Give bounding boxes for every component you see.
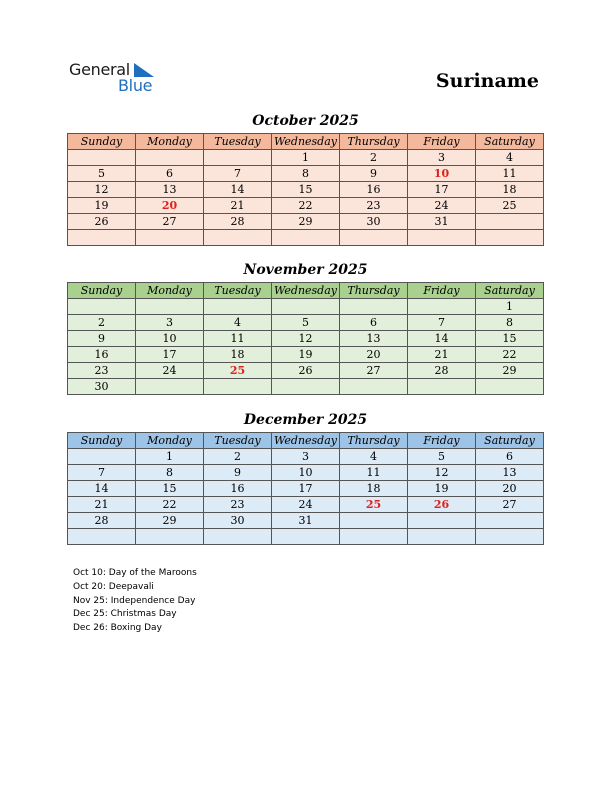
day-cell: 16: [204, 481, 272, 497]
day-cell: 26: [408, 497, 476, 513]
day-cell: 20: [340, 347, 408, 363]
weekday-header: Friday: [408, 433, 476, 449]
weekday-header: Tuesday: [204, 134, 272, 150]
day-cell: 19: [68, 198, 136, 214]
weekday-header: Sunday: [68, 283, 136, 299]
empty-day-cell: [204, 299, 272, 315]
day-cell: 21: [408, 347, 476, 363]
empty-day-cell: [136, 230, 204, 246]
week-row: [68, 230, 544, 246]
empty-day-cell: [476, 379, 544, 395]
day-cell: 18: [476, 182, 544, 198]
day-cell: 13: [340, 331, 408, 347]
empty-day-cell: [272, 299, 340, 315]
day-cell: 31: [408, 214, 476, 230]
day-cell: 16: [68, 347, 136, 363]
day-cell: 19: [272, 347, 340, 363]
month-title-dec: December 2025: [243, 412, 368, 428]
weekday-header: Monday: [136, 134, 204, 150]
day-cell: 9: [340, 166, 408, 182]
day-cell: 30: [340, 214, 408, 230]
week-row: [68, 347, 544, 363]
weekday-header: Saturday: [476, 134, 544, 150]
week-row: [68, 166, 544, 182]
day-cell: 9: [68, 331, 136, 347]
week-row: [68, 363, 544, 379]
day-cell: 23: [204, 497, 272, 513]
empty-day-cell: [68, 529, 136, 545]
day-cell: 24: [136, 363, 204, 379]
day-cell: 8: [136, 465, 204, 481]
day-cell: 13: [136, 182, 204, 198]
day-cell: 15: [272, 182, 340, 198]
empty-day-cell: [340, 230, 408, 246]
weekday-header: Thursday: [340, 134, 408, 150]
week-row: [68, 465, 544, 481]
weekday-header: Friday: [408, 134, 476, 150]
day-cell: 22: [476, 347, 544, 363]
empty-day-cell: [136, 299, 204, 315]
day-cell: 23: [340, 198, 408, 214]
day-cell: 13: [476, 465, 544, 481]
day-cell: 12: [408, 465, 476, 481]
day-cell: 25: [340, 497, 408, 513]
empty-day-cell: [340, 299, 408, 315]
day-cell: 28: [68, 513, 136, 529]
weekday-header: Friday: [408, 283, 476, 299]
day-cell: 8: [476, 315, 544, 331]
empty-day-cell: [340, 529, 408, 545]
holiday-item: Dec 25: Christmas Day: [73, 609, 177, 620]
day-cell: 3: [408, 150, 476, 166]
weekday-header: Saturday: [476, 433, 544, 449]
weekday-header: Monday: [136, 283, 204, 299]
weekday-header: Thursday: [340, 433, 408, 449]
logo-text-general: General: [69, 60, 130, 79]
empty-day-cell: [204, 150, 272, 166]
day-cell: 9: [204, 465, 272, 481]
day-cell: 25: [204, 363, 272, 379]
weekday-header-row: [68, 134, 544, 150]
empty-day-cell: [408, 230, 476, 246]
week-row: [68, 513, 544, 529]
empty-day-cell: [340, 379, 408, 395]
week-row: [68, 299, 544, 315]
day-cell: 14: [204, 182, 272, 198]
country-title: Suriname: [435, 70, 539, 92]
day-cell: 7: [68, 465, 136, 481]
day-cell: 24: [408, 198, 476, 214]
day-cell: 22: [136, 497, 204, 513]
day-cell: 30: [204, 513, 272, 529]
holiday-list: [73, 567, 197, 636]
week-row: [68, 497, 544, 513]
day-cell: 28: [204, 214, 272, 230]
day-cell: 27: [136, 214, 204, 230]
day-cell: 12: [68, 182, 136, 198]
day-cell: 19: [408, 481, 476, 497]
week-row: [68, 315, 544, 331]
day-cell: 3: [136, 315, 204, 331]
empty-day-cell: [340, 513, 408, 529]
empty-day-cell: [408, 299, 476, 315]
day-cell: 2: [204, 449, 272, 465]
week-row: [68, 379, 544, 395]
day-cell: 11: [476, 166, 544, 182]
day-cell: 2: [68, 315, 136, 331]
empty-day-cell: [136, 379, 204, 395]
week-row: [68, 331, 544, 347]
logo-triangle-icon: [134, 63, 154, 77]
calendar-table-dec: [67, 432, 544, 545]
day-cell: 10: [408, 166, 476, 182]
day-cell: 10: [272, 465, 340, 481]
day-cell: 11: [204, 331, 272, 347]
empty-day-cell: [204, 529, 272, 545]
day-cell: 10: [136, 331, 204, 347]
weekday-header-row: [68, 433, 544, 449]
day-cell: 1: [476, 299, 544, 315]
day-cell: 20: [476, 481, 544, 497]
day-cell: 21: [68, 497, 136, 513]
empty-day-cell: [476, 230, 544, 246]
weekday-header: Monday: [136, 433, 204, 449]
day-cell: 31: [272, 513, 340, 529]
weekday-header: Tuesday: [204, 433, 272, 449]
day-cell: 7: [408, 315, 476, 331]
day-cell: 20: [136, 198, 204, 214]
day-cell: 7: [204, 166, 272, 182]
weekday-header-row: [68, 283, 544, 299]
day-cell: 26: [68, 214, 136, 230]
week-row: [68, 529, 544, 545]
day-cell: 23: [68, 363, 136, 379]
day-cell: 18: [204, 347, 272, 363]
empty-day-cell: [136, 529, 204, 545]
day-cell: 4: [204, 315, 272, 331]
calendar-table-oct: [67, 133, 544, 246]
weekday-header: Wednesday: [272, 283, 340, 299]
empty-day-cell: [136, 150, 204, 166]
day-cell: 1: [272, 150, 340, 166]
weekday-header: Thursday: [340, 283, 408, 299]
week-row: [68, 150, 544, 166]
day-cell: 24: [272, 497, 340, 513]
empty-day-cell: [272, 230, 340, 246]
weekday-header: Wednesday: [272, 134, 340, 150]
logo: [69, 60, 159, 96]
day-cell: 17: [272, 481, 340, 497]
empty-day-cell: [68, 150, 136, 166]
empty-day-cell: [204, 379, 272, 395]
day-cell: 29: [136, 513, 204, 529]
day-cell: 17: [136, 347, 204, 363]
day-cell: 27: [340, 363, 408, 379]
day-cell: 5: [68, 166, 136, 182]
day-cell: 3: [272, 449, 340, 465]
day-cell: 14: [408, 331, 476, 347]
empty-day-cell: [272, 529, 340, 545]
weekday-header: Saturday: [476, 283, 544, 299]
day-cell: 6: [136, 166, 204, 182]
day-cell: 27: [476, 497, 544, 513]
day-cell: 22: [272, 198, 340, 214]
logo-text-blue: Blue: [118, 76, 153, 95]
weekday-header: Sunday: [68, 134, 136, 150]
day-cell: 12: [272, 331, 340, 347]
day-cell: 15: [476, 331, 544, 347]
empty-day-cell: [408, 513, 476, 529]
calendar-table-nov: [67, 282, 544, 395]
holiday-item: Nov 25: Independence Day: [73, 595, 196, 606]
day-cell: 11: [340, 465, 408, 481]
day-cell: 26: [272, 363, 340, 379]
day-cell: 4: [340, 449, 408, 465]
empty-day-cell: [204, 230, 272, 246]
empty-day-cell: [408, 379, 476, 395]
day-cell: 28: [408, 363, 476, 379]
weekday-header: Wednesday: [272, 433, 340, 449]
holiday-item: Oct 20: Deepavali: [73, 581, 154, 592]
day-cell: 29: [476, 363, 544, 379]
day-cell: 5: [272, 315, 340, 331]
week-row: [68, 182, 544, 198]
day-cell: 2: [340, 150, 408, 166]
empty-day-cell: [476, 214, 544, 230]
day-cell: 6: [476, 449, 544, 465]
weekday-header: Sunday: [68, 433, 136, 449]
week-row: [68, 449, 544, 465]
day-cell: 29: [272, 214, 340, 230]
empty-day-cell: [476, 529, 544, 545]
day-cell: 5: [408, 449, 476, 465]
day-cell: 6: [340, 315, 408, 331]
weekday-header: Tuesday: [204, 283, 272, 299]
week-row: [68, 481, 544, 497]
day-cell: 8: [272, 166, 340, 182]
day-cell: 30: [68, 379, 136, 395]
holiday-item: Oct 10: Day of the Maroons: [73, 568, 197, 578]
day-cell: 17: [408, 182, 476, 198]
day-cell: 25: [476, 198, 544, 214]
day-cell: 16: [340, 182, 408, 198]
week-row: [68, 198, 544, 214]
empty-day-cell: [68, 230, 136, 246]
day-cell: 15: [136, 481, 204, 497]
day-cell: 18: [340, 481, 408, 497]
month-title-nov: November 2025: [243, 262, 368, 278]
empty-day-cell: [408, 529, 476, 545]
empty-day-cell: [68, 449, 136, 465]
holiday-item: Dec 26: Boxing Day: [73, 623, 162, 634]
empty-day-cell: [272, 379, 340, 395]
week-row: [68, 214, 544, 230]
day-cell: 4: [476, 150, 544, 166]
empty-day-cell: [476, 513, 544, 529]
day-cell: 1: [136, 449, 204, 465]
day-cell: 21: [204, 198, 272, 214]
month-title-oct: October 2025: [252, 113, 359, 129]
day-cell: 14: [68, 481, 136, 497]
empty-day-cell: [68, 299, 136, 315]
